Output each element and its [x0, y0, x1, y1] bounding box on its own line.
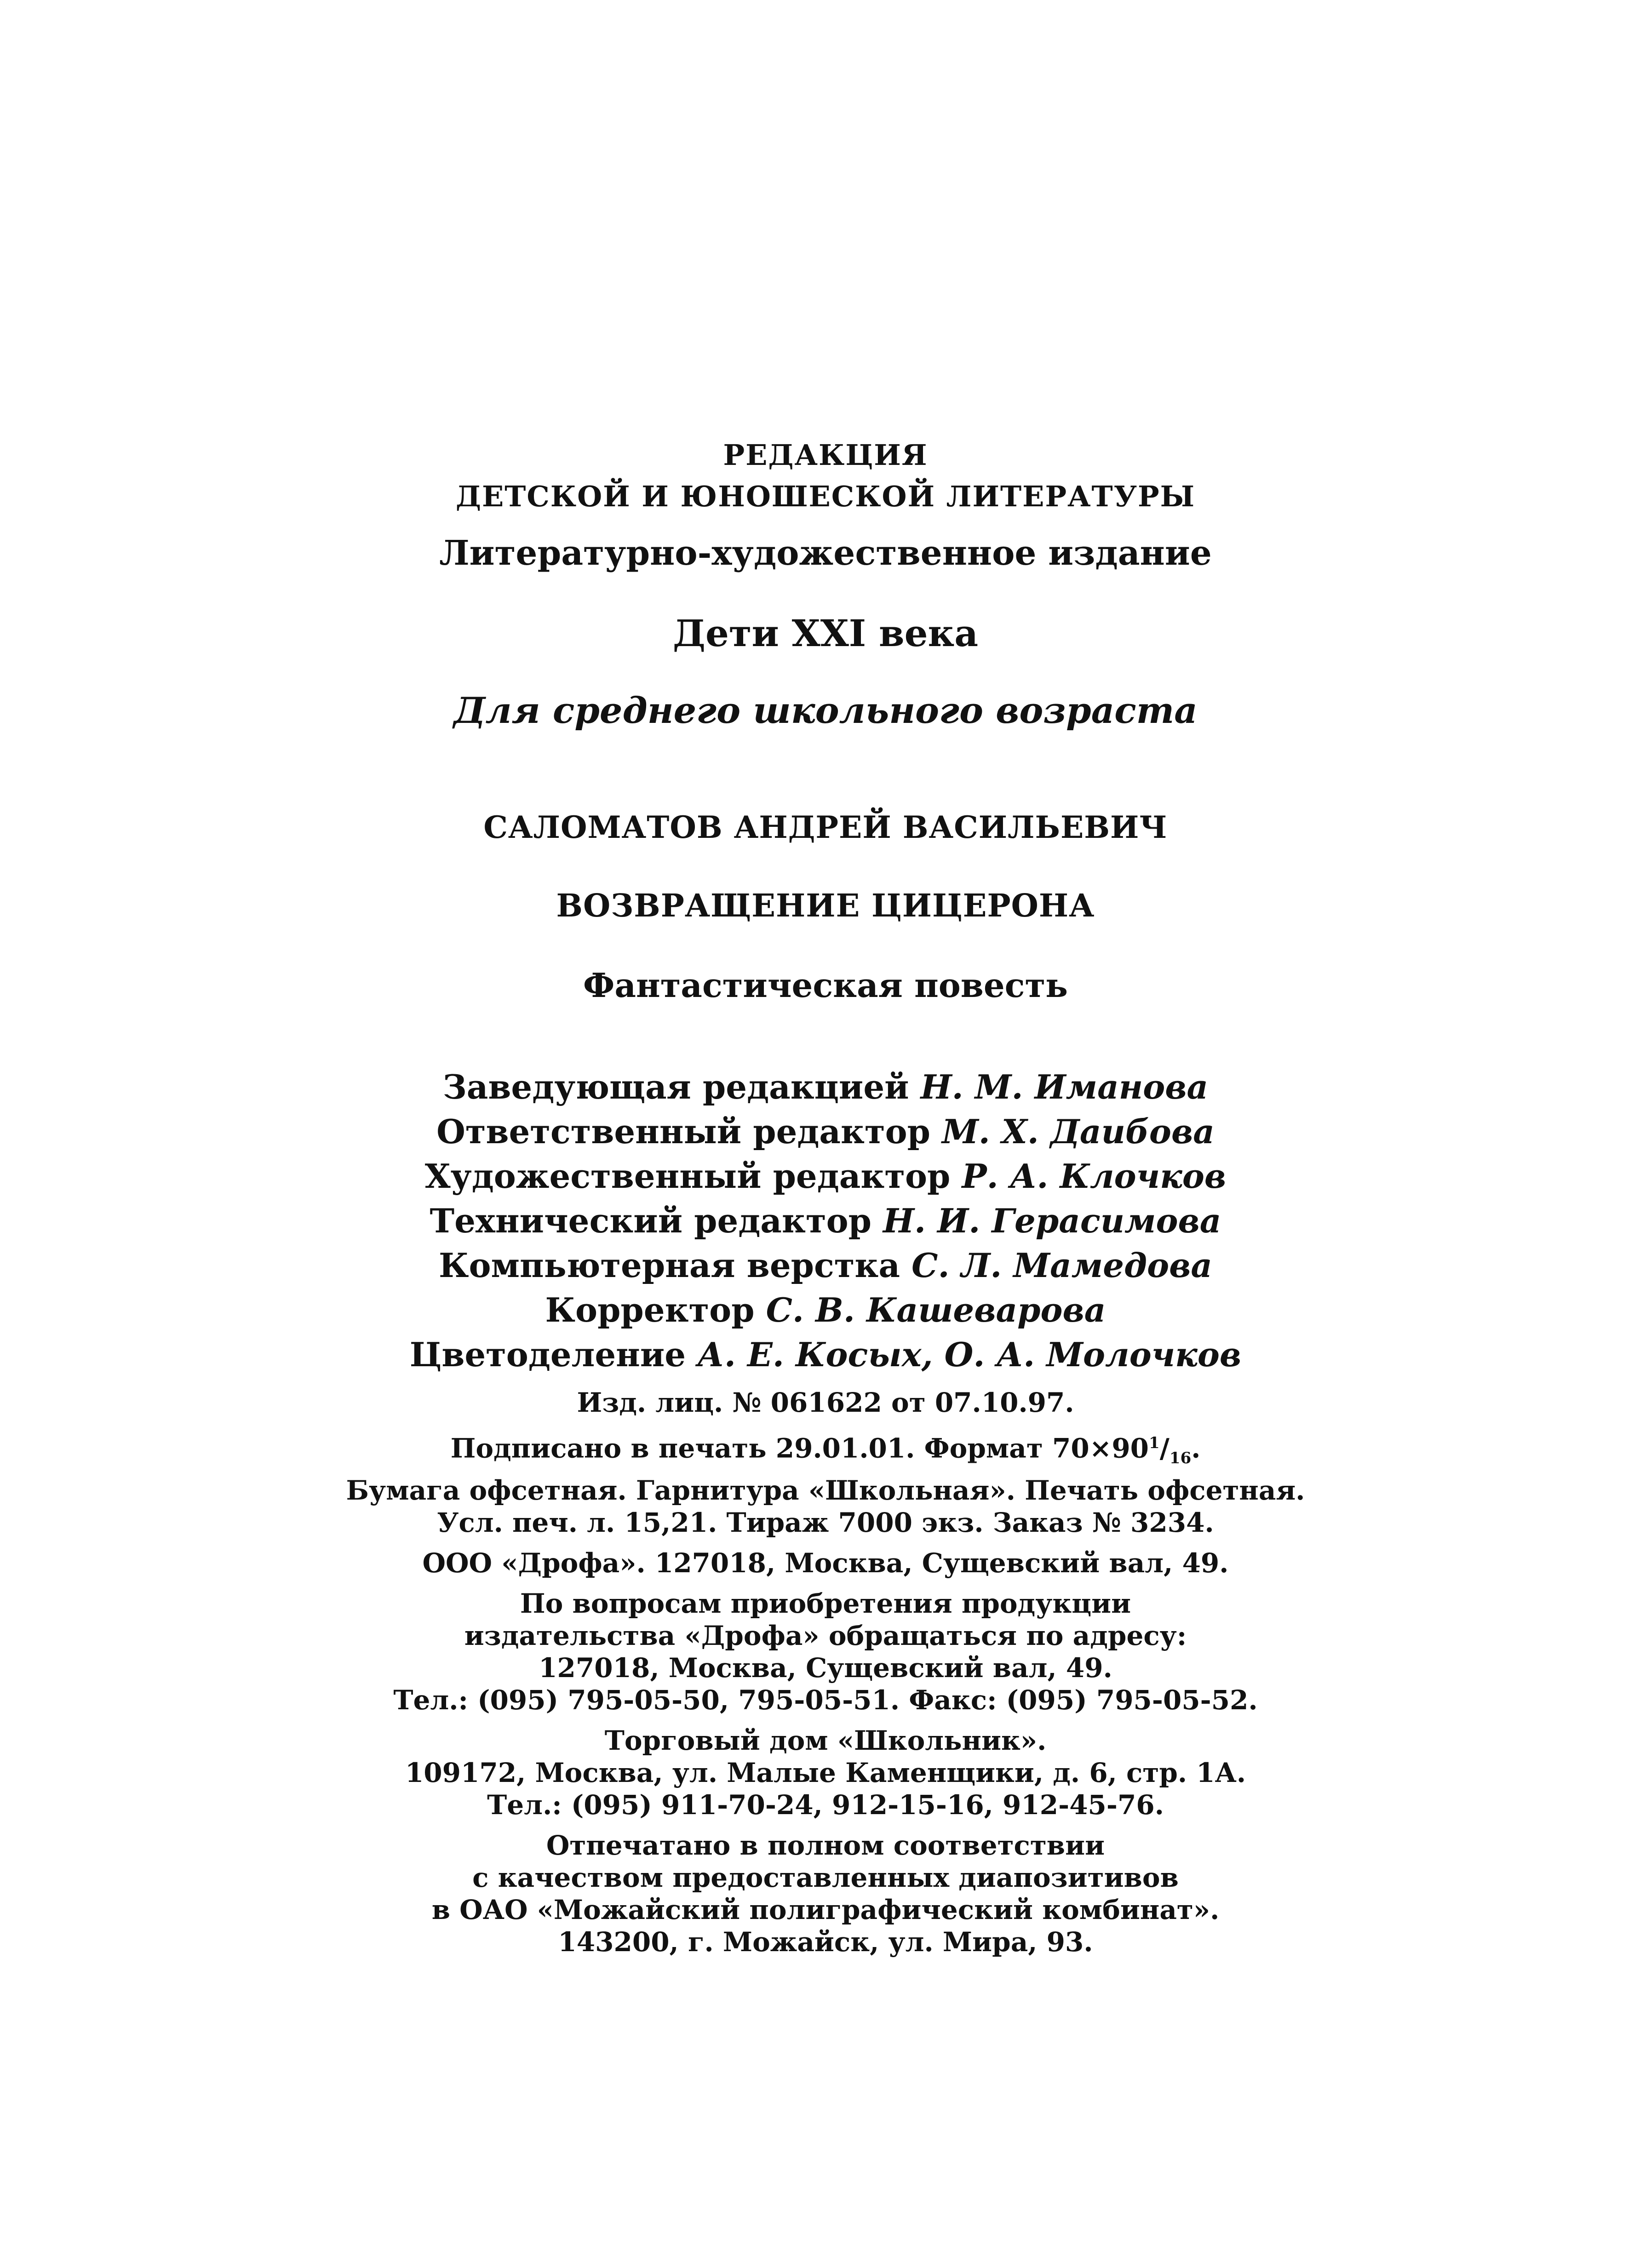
credit-name: Н. М. Иманова [920, 1067, 1209, 1106]
imprint-block [0, 1386, 1651, 1958]
inquiries-line-4: Тел.: (095) 795-05-50, 795-05-51. Факс: (095) 795-05-52. [393, 1684, 1258, 1716]
editorial-department [0, 435, 1651, 517]
author-name: САЛОМАТОВ АНДРЕЙ ВАСИЛЬЕВИЧ [483, 809, 1168, 845]
credit-row [0, 1154, 1651, 1198]
credit-row [0, 1243, 1651, 1288]
credit-row [0, 1198, 1651, 1243]
printed-line-4: 143200, г. Можайск, ул. Мира, 93. [558, 1926, 1093, 1958]
genre: Фантастическая повесть [583, 966, 1068, 1005]
credit-role: Корректор [545, 1290, 755, 1329]
inquiries-line-2: издательства «Дрофа» обращаться по адресу: [464, 1620, 1187, 1651]
credit-role: Художественный редактор [424, 1157, 951, 1196]
printed-line-1: Отпечатано в полном соответствии [546, 1829, 1105, 1861]
editorial-line-2: ДЕТСКОЙ И ЮНОШЕСКОЙ ЛИТЕРАТУРЫ [455, 480, 1196, 513]
credit-role: Компьютерная верстка [438, 1246, 900, 1285]
credit-role: Цветоделение [409, 1335, 686, 1374]
print-sheets-line: Усл. печ. л. 15,21. Тираж 7000 экз. Заказ № 3234. [437, 1506, 1214, 1538]
audience-note: Для среднего школьного возраста [453, 690, 1198, 732]
printed-line-3: в ОАО «Можайский полиграфический комбинат». [431, 1894, 1220, 1925]
format-sub: 16 [1169, 1449, 1192, 1467]
credit-row [0, 1109, 1651, 1154]
editorial-line-1: РЕДАКЦИЯ [723, 438, 928, 472]
trade-house-line-3: Тел.: (095) 911-70-24, 912-15-16, 912-45-76. [487, 1789, 1164, 1821]
paper-line: Бумага офсетная. Гарнитура «Школьная». Печать офсетная. [346, 1474, 1305, 1506]
credit-row [0, 1065, 1651, 1109]
edition-type: Литературно-художественное издание [439, 533, 1212, 573]
credit-role: Заведующая редакцией [442, 1067, 909, 1106]
trade-house-line-1: Торговый дом «Школьник». [604, 1724, 1047, 1756]
credit-name: Н. И. Герасимова [883, 1201, 1221, 1240]
credit-name: М. Х. Даибова [942, 1112, 1215, 1151]
series-title: Дети XXI века [672, 612, 979, 655]
signed-text: Подписано в печать 29.01.01. Формат 70×90 [450, 1432, 1149, 1464]
inquiries-line-3: 127018, Москва, Сущевский вал, 49. [539, 1652, 1112, 1684]
trade-house-line-2: 109172, Москва, ул. Малые Каменщики, д. 6, стр. 1А. [405, 1757, 1246, 1788]
publisher-address-line: ООО «Дрофа». 127018, Москва, Сущевский вал, 49. [422, 1547, 1229, 1579]
book-title: ВОЗВРАЩЕНИЕ ЦИЦЕРОНА [556, 888, 1095, 924]
credit-name: А. Е. Косых, О. А. Молочков [697, 1335, 1242, 1374]
format-slash: / [1159, 1432, 1169, 1464]
credit-row [0, 1332, 1651, 1377]
credit-name: С. В. Кашеварова [766, 1290, 1106, 1329]
format-sup: 1 [1149, 1434, 1160, 1452]
credit-name: Р. А. Клочков [962, 1157, 1227, 1196]
credit-role: Технический редактор [430, 1201, 871, 1240]
signed-format-line [0, 1427, 1651, 1474]
license-line: Изд. лиц. № 061622 от 07.10.97. [577, 1387, 1074, 1418]
credit-role: Ответственный редактор [436, 1112, 930, 1151]
credit-row [0, 1288, 1651, 1332]
inquiries-line-1: По вопросам приобретения продукции [520, 1587, 1131, 1619]
printed-line-2: с качеством предоставленных диапозитивов [472, 1861, 1179, 1893]
credits-list [0, 1065, 1651, 1377]
format-end: . [1191, 1432, 1201, 1464]
credit-name: С. Л. Мамедова [911, 1246, 1213, 1285]
